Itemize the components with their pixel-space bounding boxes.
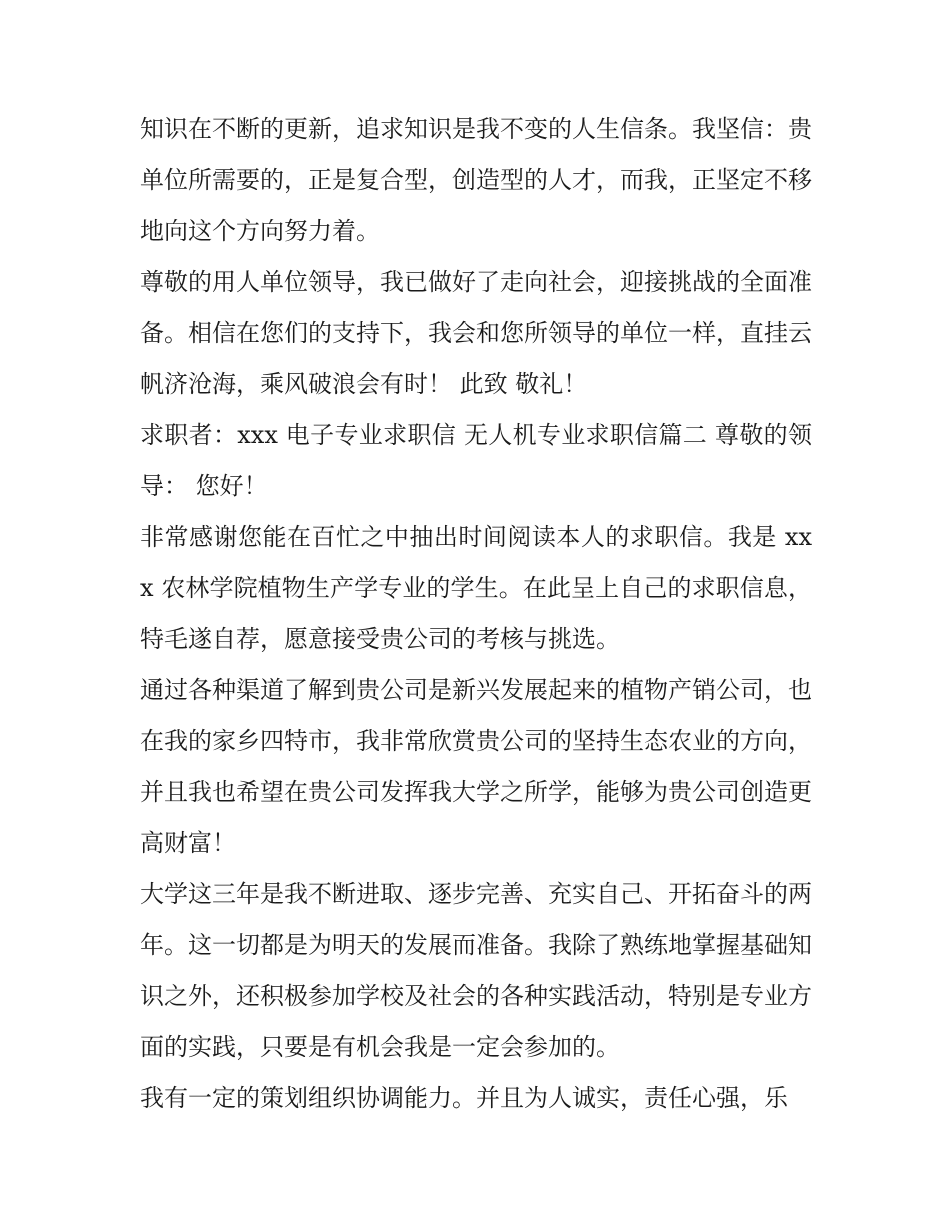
paragraph-3: 求职者：xxx 电子专业求职信 无人机专业求职信篇二 尊敬的领导： 您好！	[140, 421, 812, 500]
paragraph-6: 大学这三年是我不断进取、逐步完善、充实自己、开拓奋斗的两年。这一切都是为明天的发展而准备。我除了熟练地掌握基础知识之外，还积极参加学校及社会的各种实践活动，特别是专业方面的实践，只要是有机会我是一定会参加的。	[140, 880, 812, 1061]
paragraph-5: 通过各种渠道了解到贵公司是新兴发展起来的植物产销公司，也在我的家乡四特市，我非常欣赏贵公司的坚持生态农业的方向，并且我也希望在贵公司发挥我大学之所学，能够为贵公司创造更高财富！	[140, 676, 812, 857]
paragraph-2: 尊敬的用人单位领导，我已做好了走向社会，迎接挑战的全面准备。相信在您们的支持下，我会和您所领导的单位一样，直挂云帆济沧海，乘风破浪会有时！ 此致 敬礼！	[140, 268, 812, 398]
document-body	[140, 104, 812, 1124]
paragraph-7: 我有一定的策划组织协调能力。并且为人诚实，责任心强，乐	[140, 1084, 788, 1112]
paragraph-1: 知识在不断的更新，追求知识是我不变的人生信条。我坚信：贵单位所需要的，正是复合型，创造型的人才，而我，正坚定不移地向这个方向努力着。	[140, 115, 812, 245]
paragraph-4: 非常感谢您能在百忙之中抽出时间阅读本人的求职信。我是 xxx 农林学院植物生产学专业的学生。在此呈上自己的求职信息，特毛遂自荐，愿意接受贵公司的考核与挑选。	[140, 523, 812, 653]
